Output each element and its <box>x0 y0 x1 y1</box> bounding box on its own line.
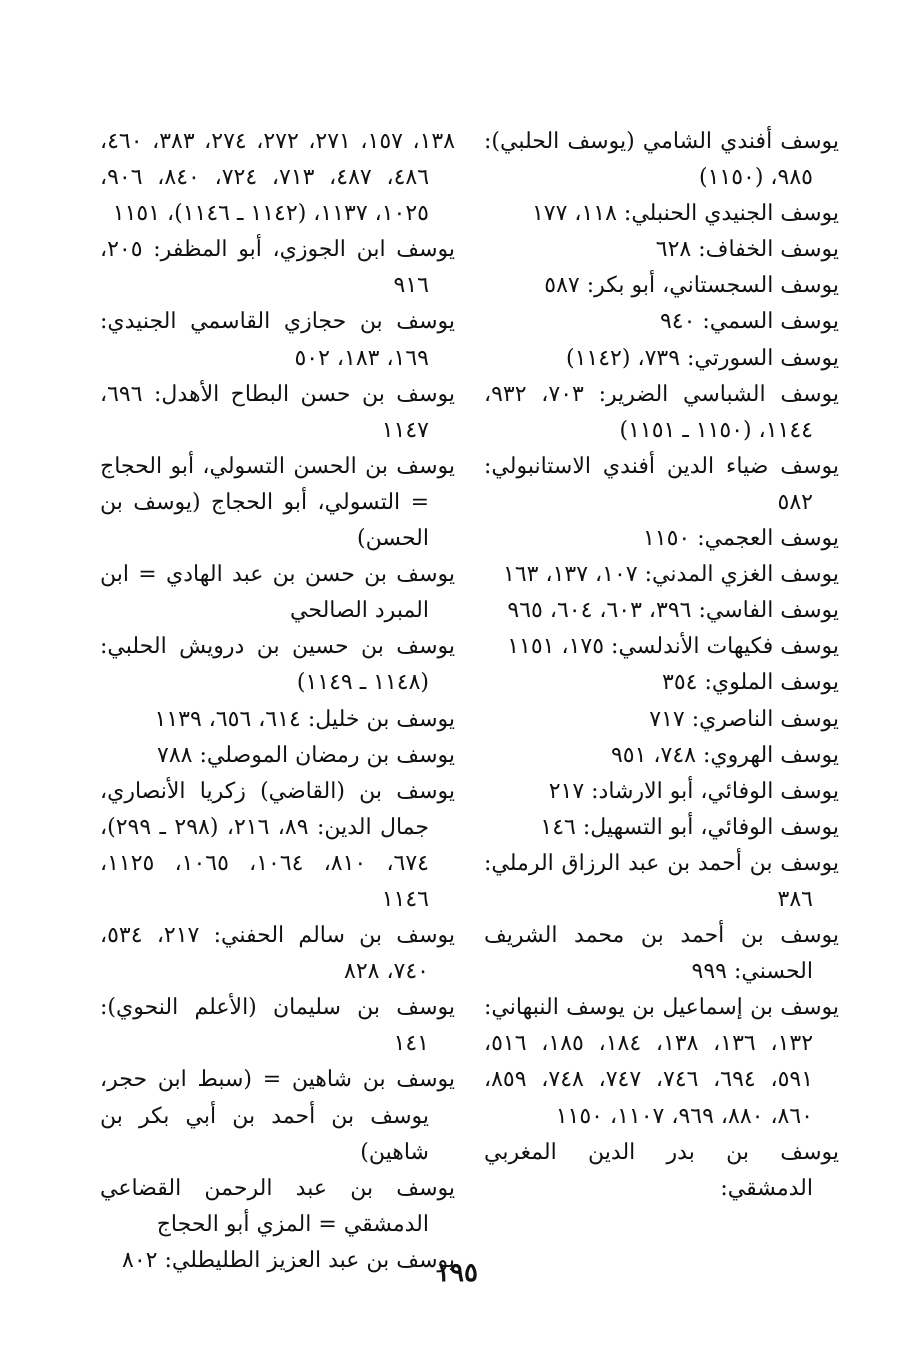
index-entry: يوسف الهروي: ٧٤٨، ٩٥١ <box>610 742 839 768</box>
index-entry: يوسف الوفائي، أبو التسهيل: ١٤٦ <box>540 814 839 840</box>
index-entry: يوسف الخفاف: ٦٢٨ <box>655 237 839 263</box>
index-entry: يوسف العجمي: ١١٥٠ <box>642 526 839 552</box>
index-entry: يوسف بن أحمد بن عبد الرزاق الرملي: ٣٨٦ <box>484 850 839 912</box>
index-entry: يوسف الشباسي الضرير: ٧٠٣، ٩٣٢، ١١٤٤، (١١٥٠ ـ ١١٥١) <box>484 381 840 443</box>
index-entry: يوسف بن حسن بن عبد الهادي = ابن المبرد الصالحي <box>100 562 455 624</box>
index-entry: يوسف الوفائي، أبو الارشاد: ٢١٧ <box>548 778 839 804</box>
index-entry: يوسف بن عبد الرحمن القضاعي الدمشقي = المزي أبو الحجاج <box>100 1175 455 1237</box>
page-number: ١٩٥ <box>436 1258 478 1288</box>
index-entry: يوسف السورتي: ٧٣٩، (١١٤٢) <box>566 345 839 371</box>
index-entry: يوسف بن (القاضي) زكريا الأنصاري، جمال الدين: ٨٩، ٢١٦، (٢٩٨ ـ ٢٩٩)، ٦٧٤، ٨١٠، ١٠٦٤، ١٠٦٥، ١١٢٥، ١١٤٦ <box>100 778 455 912</box>
index-entry: يوسف بن سالم الحفني: ٢١٧، ٥٣٤، ٧٤٠، ٨٢٨ <box>100 923 455 985</box>
index-entry: يوسف بن سليمان (الأعلم النحوي): ١٤١ <box>100 995 455 1057</box>
index-entry: يوسف ابن الجوزي، أبو المظفر: ٢٠٥، ٩١٦ <box>100 237 455 299</box>
index-entry: يوسف الجنيدي الحنبلي: ١١٨، ١٧٧ <box>531 201 839 227</box>
index-entry-continuation: ١٣٨، ١٥٧، ٢٧١، ٢٧٢، ٢٧٤، ٣٨٣، ٤٦٠، ٤٨٦، ٤٨٧، ٧١٣، ٧٢٤، ٨٤٠، ٩٠٦، ١٠٢٥، ١١٣٧، (١١٤٢ ـ ١١٤٦)، ١١٥١ <box>100 129 456 227</box>
index-entry: يوسف بن إسماعيل بن يوسف النبهاني: ١٣٢، ١٣٦، ١٣٨، ١٨٤، ١٨٥، ٥١٦، ٥٩١، ٦٩٤، ٧٤٦، ٧٤٧، ٧٤٨، ٨٥٩، ٨٦٠، ٨٨٠، ٩٦٩، ١١٠٧، ١١٥٠ <box>484 995 839 1129</box>
index-entry: يوسف بن أحمد بن محمد الشريف الحسني: ٩٩٩ <box>484 923 839 985</box>
index-entry: يوسف السجستاني، أبو بكر: ٥٨٧ <box>544 273 839 299</box>
index-entry: يوسف بن الحسن التسولي، أبو الحجاج = التسولي، أبو الحجاج (يوسف بن الحسن) <box>100 453 455 552</box>
index-entry: يوسف فكيهات الأندلسي: ١٧٥، ١١٥١ <box>507 634 839 660</box>
index-entry: يوسف بن شاهين = (سبط ابن حجر، يوسف بن أحمد بن أبي بكر بن شاهين) <box>100 1067 455 1165</box>
index-entry: يوسف بن حسن البطاح الأهدل: ٦٩٦، ١١٤٧ <box>100 381 455 443</box>
index-entry: يوسف بن حجازي القاسمي الجنيدي: ١٦٩، ١٨٣، ٥٠٢ <box>100 309 455 371</box>
index-entry: يوسف بن رمضان الموصلي: ٧٨٨ <box>157 742 455 768</box>
index-column-right <box>484 124 839 1207</box>
index-entry: يوسف ضياء الدين أفندي الاستانبولي: ٥٨٢ <box>484 453 839 515</box>
index-entry: يوسف الملوي: ٣٥٤ <box>662 670 839 696</box>
index-entry: يوسف السمي: ٩٤٠ <box>659 309 839 335</box>
index-column-left <box>100 124 455 1279</box>
index-entry: يوسف الناصري: ٧١٧ <box>649 706 839 732</box>
index-entry: يوسف أفندي الشامي (يوسف الحلبي): ٩٨٥، (١١٥٠) <box>484 129 839 191</box>
index-entry: يوسف الغزي المدني: ١٠٧، ١٣٧، ١٦٣ <box>503 562 839 588</box>
index-entry: يوسف الفاسي: ٣٩٦، ٦٠٣، ٦٠٤، ٩٦٥ <box>507 598 839 624</box>
index-entry: يوسف بن بدر الدين المغربي الدمشقي: <box>484 1139 839 1201</box>
index-entry: يوسف بن عبد العزيز الطليطلي: ٨٠٢ <box>122 1247 455 1273</box>
index-entry: يوسف بن حسين بن درويش الحلبي: (١١٤٨ ـ ١١٤٩) <box>100 634 455 696</box>
index-entry: يوسف بن خليل: ٦١٤، ٦٥٦، ١١٣٩ <box>154 706 455 732</box>
